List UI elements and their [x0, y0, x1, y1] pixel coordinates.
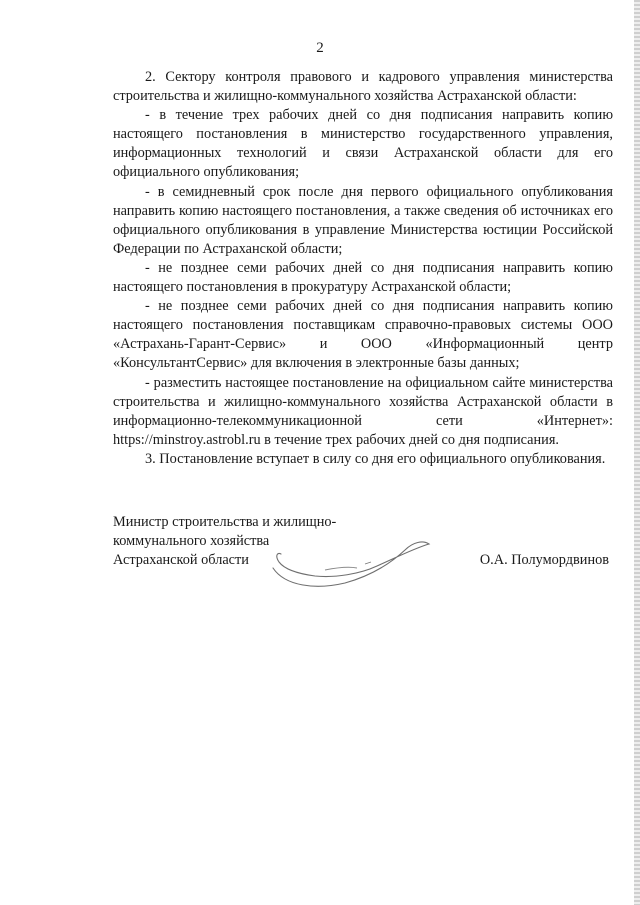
paragraph-clause-2: 2. Сектору контроля правового и кадрового управления министерства строительства и жилищно-коммунального хозяйства Астраханской области: [113, 69, 613, 105]
paragraph-item-prosecutor: - не позднее семи рабочих дней со дня подписания направить копию настоящего постановления в прокуратуру Астраханской области; [113, 259, 613, 296]
page-number: 2 [316, 40, 324, 56]
signer-name: О.А. Полумордвинов [479, 552, 609, 568]
signer-title-line: Астраханской области [113, 552, 249, 569]
paragraph-item-legal-systems: - не позднее семи рабочих дней со дня подписания направить копию настоящего постановления поставщикам справочно-правовых системы ООО «Астрахань-Гарант-Сервис» и ООО «Информационный центр «КонсультантСервис» для включения в электронные базы данных; [113, 298, 613, 372]
scan-edge [634, 0, 640, 905]
paragraph-item-justice: - в семидневный срок после дня первого официального опубликования направить копию настоящего постановления, а также сведения об источниках его официального опубликования в управление Министерства юстиции Российской Федерации по Астраханской области; [113, 183, 613, 257]
signer-title-line: Министр строительства и жилищно- [113, 514, 337, 530]
paragraph-item-publication: - в течение трех рабочих дней со дня подписания направить копию настоящего постановления в министерство государственного управления, информационных технологий и связи Астраханской области для его официального опубликования; [113, 107, 613, 181]
handwritten-signature [265, 528, 435, 598]
document-body [113, 68, 613, 469]
signer-title-line: коммунального хозяйства [113, 533, 270, 550]
paragraph-clause-3: 3. Постановление вступает в силу со дня его официального опубликования. [145, 450, 606, 467]
paragraph-item-website: - разместить настоящее постановление на официальном сайте министерства строительства и жилищно-коммунального хозяйства Астраханской области в информационно-телекоммуникационной сети «Интернет»: https://minstroy.astrobl.ru в течение трех рабочих дней со дня подписания. [113, 374, 613, 448]
